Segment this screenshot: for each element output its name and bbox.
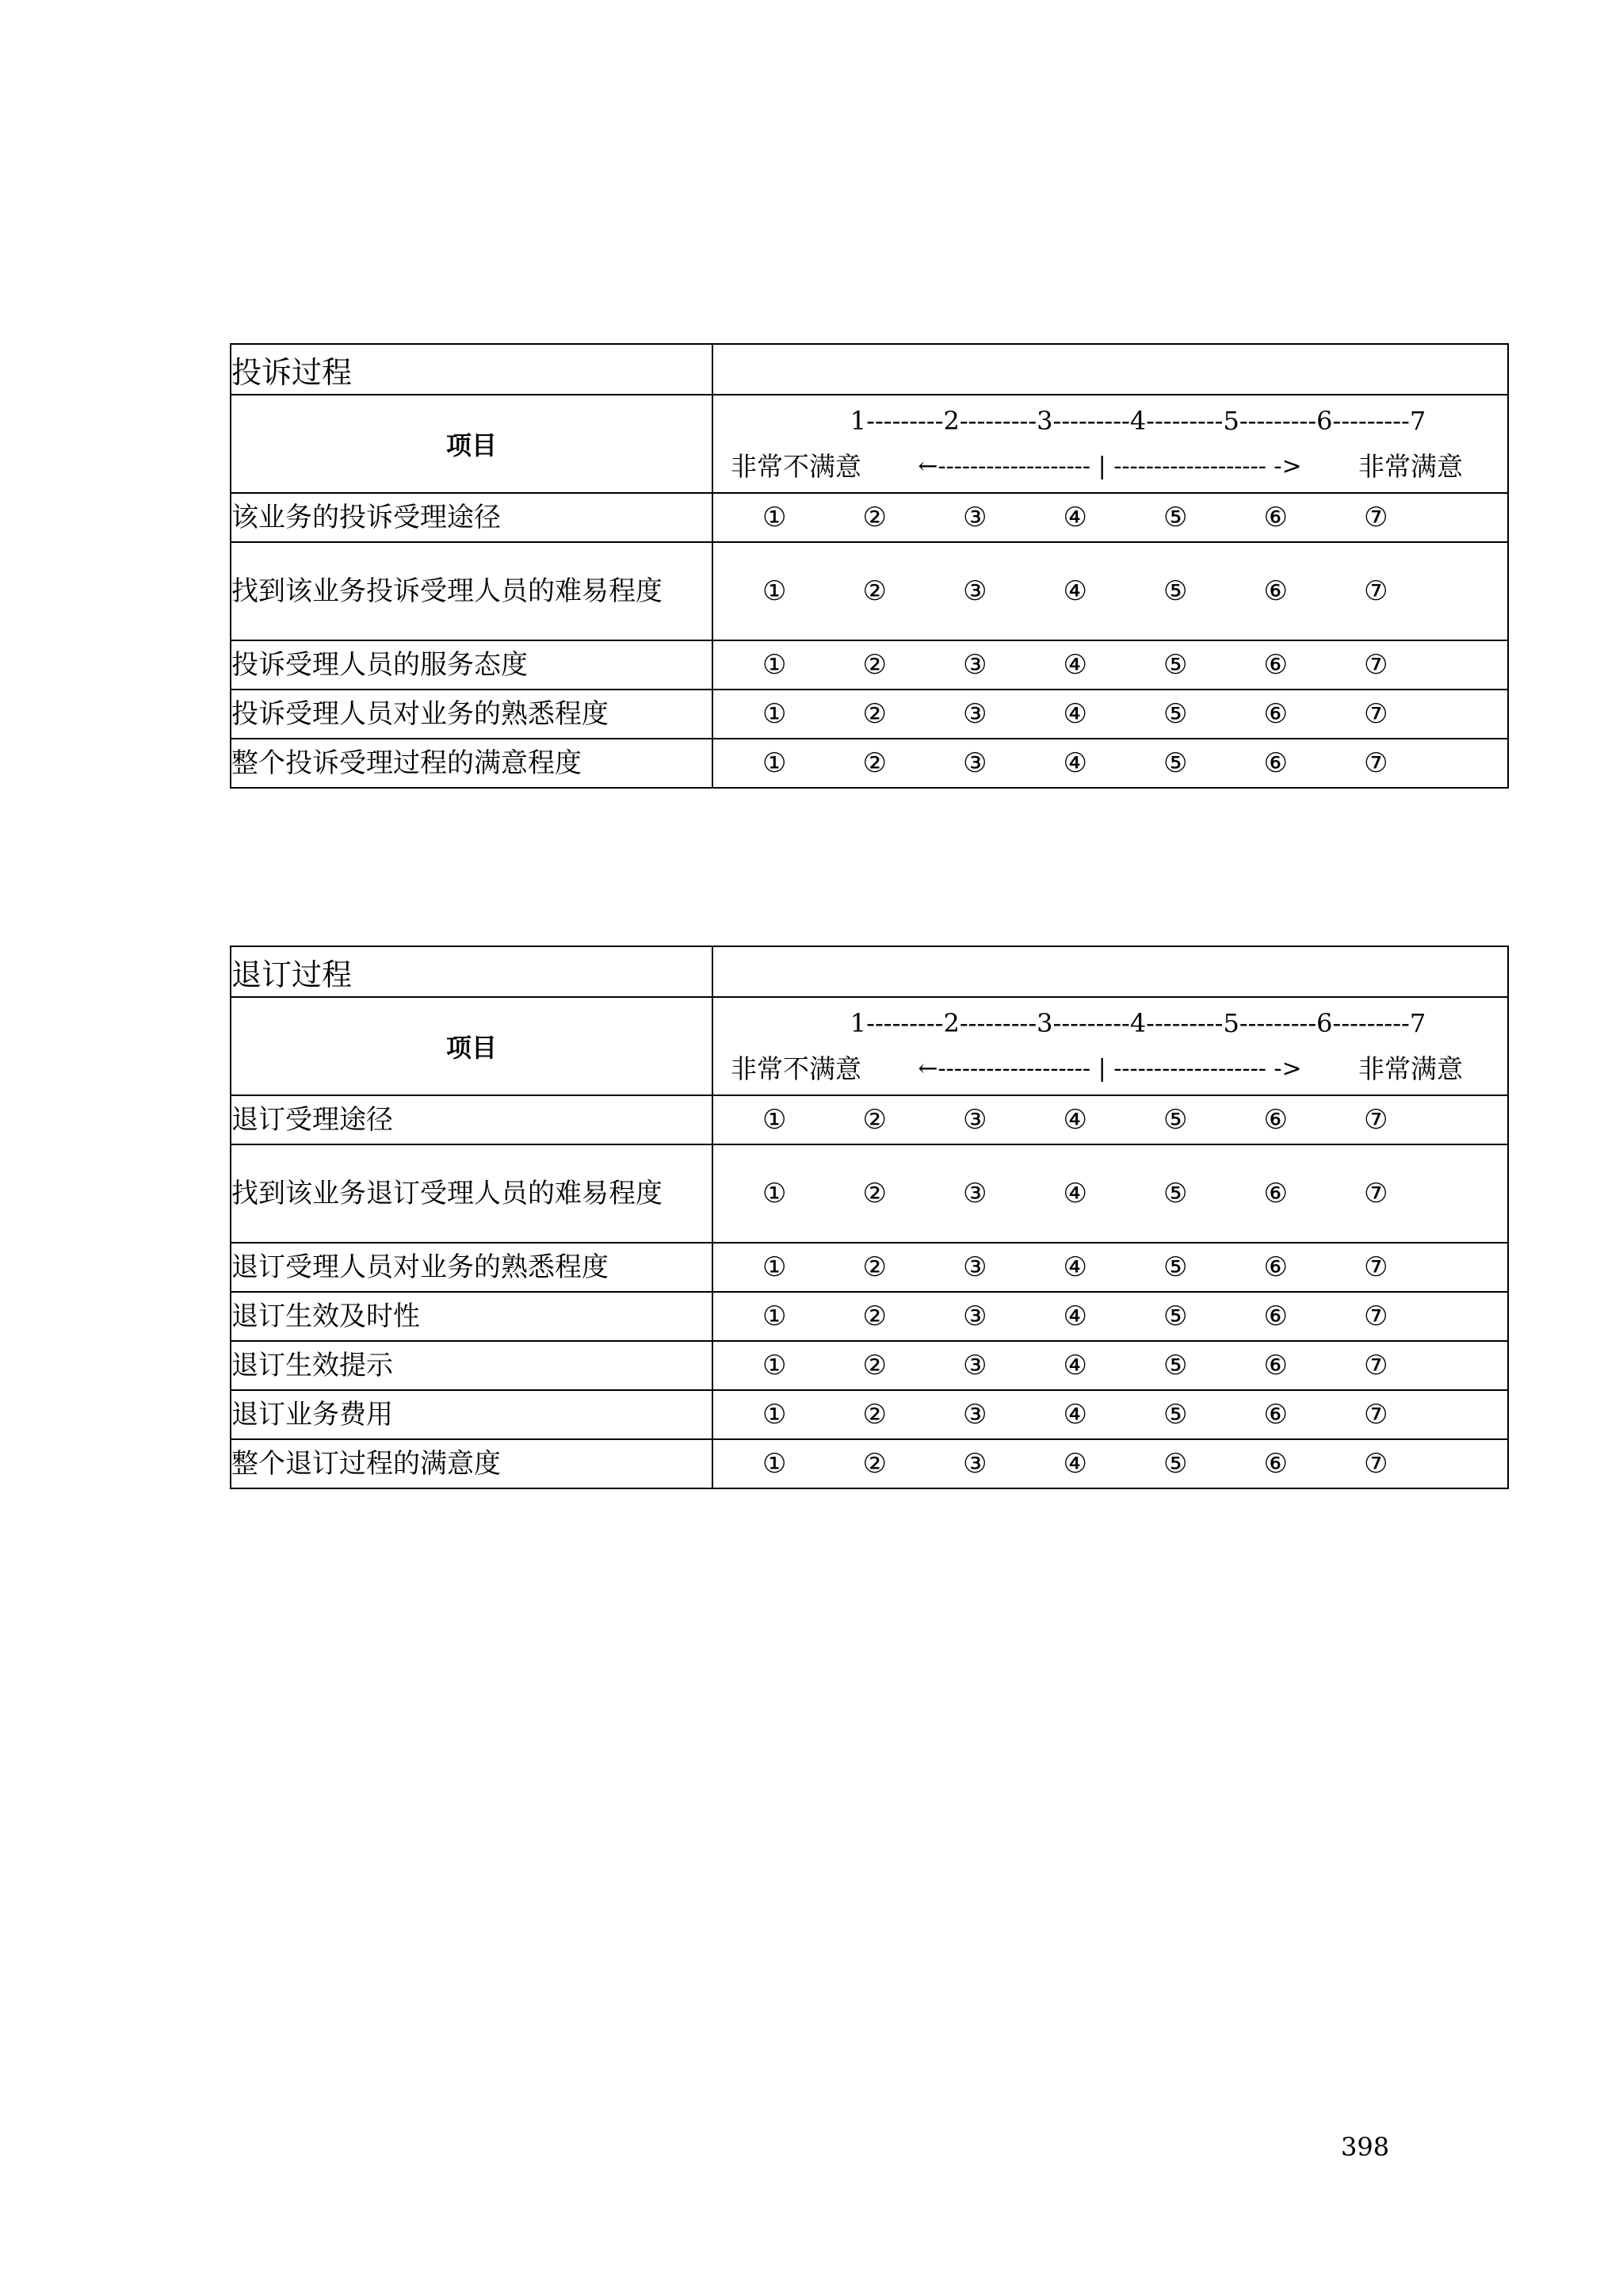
rating-options xyxy=(713,1448,1507,1480)
survey-row xyxy=(231,542,1508,640)
rating-option-3[interactable]: ③ xyxy=(963,575,987,607)
rating-option-1[interactable]: ① xyxy=(762,1104,787,1136)
survey-item-label: 退订生效及时性 xyxy=(231,1292,712,1341)
rating-options xyxy=(713,1350,1507,1381)
rating-options xyxy=(713,1104,1507,1136)
rating-option-5[interactable]: ⑤ xyxy=(1163,1178,1188,1209)
rating-option-4[interactable]: ④ xyxy=(1063,502,1087,533)
rating-option-5[interactable]: ⑤ xyxy=(1163,747,1188,779)
survey-row xyxy=(231,1095,1508,1144)
rating-option-6[interactable]: ⑥ xyxy=(1263,747,1288,779)
survey-item-label: 整个退订过程的满意度 xyxy=(231,1439,712,1488)
scale-arrow: ←------------------- | ------------------- -> xyxy=(918,453,1302,480)
rating-option-1[interactable]: ① xyxy=(762,1301,787,1332)
rating-option-4[interactable]: ④ xyxy=(1063,1301,1087,1332)
rating-options xyxy=(713,1301,1507,1332)
rating-option-4[interactable]: ④ xyxy=(1063,1448,1087,1480)
rating-option-3[interactable]: ③ xyxy=(963,1350,987,1381)
rating-option-5[interactable]: ⑤ xyxy=(1163,1399,1188,1431)
rating-option-2[interactable]: ② xyxy=(862,1350,887,1381)
scale-left-label: 非常不满意 xyxy=(731,1053,861,1084)
scale-right-label: 非常满意 xyxy=(1358,451,1463,482)
rating-options xyxy=(713,502,1507,533)
rating-option-2[interactable]: ② xyxy=(862,1104,887,1136)
rating-option-3[interactable]: ③ xyxy=(963,1448,987,1480)
rating-options-cell xyxy=(712,542,1508,640)
survey-row xyxy=(231,690,1508,739)
rating-option-7[interactable]: ⑦ xyxy=(1364,1448,1388,1480)
rating-option-4[interactable]: ④ xyxy=(1063,747,1087,779)
rating-option-5[interactable]: ⑤ xyxy=(1163,1301,1188,1332)
rating-option-2[interactable]: ② xyxy=(862,1178,887,1209)
survey-item-label: 退订受理途径 xyxy=(231,1095,712,1144)
rating-option-4[interactable]: ④ xyxy=(1063,649,1087,681)
rating-option-5[interactable]: ⑤ xyxy=(1163,1448,1188,1480)
survey-row xyxy=(231,1341,1508,1390)
rating-option-1[interactable]: ① xyxy=(762,1350,787,1381)
rating-option-4[interactable]: ④ xyxy=(1063,698,1087,730)
survey-row xyxy=(231,1390,1508,1439)
rating-options-cell xyxy=(712,493,1508,542)
rating-option-2[interactable]: ② xyxy=(862,698,887,730)
survey-item-label: 找到该业务退订受理人员的难易程度 xyxy=(231,1144,712,1243)
section-title-empty-cell xyxy=(712,946,1508,997)
rating-options-cell xyxy=(712,1144,1508,1243)
rating-option-3[interactable]: ③ xyxy=(963,649,987,681)
item-column-header: 项目 xyxy=(231,997,712,1095)
rating-option-1[interactable]: ① xyxy=(762,747,787,779)
rating-option-5[interactable]: ⑤ xyxy=(1163,1104,1188,1136)
scale-header xyxy=(712,997,1508,1095)
survey-item-label: 退订受理人员对业务的熟悉程度 xyxy=(231,1243,712,1292)
page-number: 398 xyxy=(1341,2132,1390,2162)
survey-row xyxy=(231,1243,1508,1292)
rating-option-4[interactable]: ④ xyxy=(1063,1104,1087,1136)
scale-left-label: 非常不满意 xyxy=(731,451,861,482)
scale-right-label: 非常满意 xyxy=(1358,1053,1463,1084)
rating-option-1[interactable]: ① xyxy=(762,649,787,681)
survey-item-label: 该业务的投诉受理途径 xyxy=(231,493,712,542)
rating-option-3[interactable]: ③ xyxy=(963,502,987,533)
rating-options xyxy=(713,1178,1507,1209)
rating-option-2[interactable]: ② xyxy=(862,575,887,607)
rating-options-cell xyxy=(712,739,1508,788)
rating-option-5[interactable]: ⑤ xyxy=(1163,649,1188,681)
item-column-header: 项目 xyxy=(231,395,712,493)
section-title: 退订过程 xyxy=(231,946,712,997)
section-title: 投诉过程 xyxy=(231,344,712,395)
rating-option-5[interactable]: ⑤ xyxy=(1163,575,1188,607)
rating-option-7[interactable]: ⑦ xyxy=(1364,502,1388,533)
survey-item-label: 退订业务费用 xyxy=(231,1390,712,1439)
rating-option-5[interactable]: ⑤ xyxy=(1163,502,1188,533)
survey-row xyxy=(231,1439,1508,1488)
survey-item-label: 投诉受理人员对业务的熟悉程度 xyxy=(231,690,712,739)
rating-options-cell xyxy=(712,1095,1508,1144)
unsubscribe-process-table xyxy=(230,946,1509,1489)
rating-option-6[interactable]: ⑥ xyxy=(1263,1104,1288,1136)
rating-option-7[interactable]: ⑦ xyxy=(1364,1350,1388,1381)
rating-option-5[interactable]: ⑤ xyxy=(1163,698,1188,730)
rating-option-6[interactable]: ⑥ xyxy=(1263,502,1288,533)
rating-option-1[interactable]: ① xyxy=(762,698,787,730)
rating-options xyxy=(713,649,1507,681)
rating-option-1[interactable]: ① xyxy=(762,1399,787,1431)
rating-options xyxy=(713,747,1507,779)
rating-options-cell xyxy=(712,690,1508,739)
rating-option-2[interactable]: ② xyxy=(862,1251,887,1283)
rating-option-6[interactable]: ⑥ xyxy=(1263,1178,1288,1209)
rating-option-4[interactable]: ④ xyxy=(1063,1178,1087,1209)
rating-option-2[interactable]: ② xyxy=(862,649,887,681)
survey-row xyxy=(231,1144,1508,1243)
rating-option-7[interactable]: ⑦ xyxy=(1364,1399,1388,1431)
rating-option-4[interactable]: ④ xyxy=(1063,575,1087,607)
rating-option-1[interactable]: ① xyxy=(762,575,787,607)
rating-option-3[interactable]: ③ xyxy=(963,1251,987,1283)
rating-option-5[interactable]: ⑤ xyxy=(1163,1251,1188,1283)
rating-options xyxy=(713,575,1507,607)
rating-option-6[interactable]: ⑥ xyxy=(1263,698,1288,730)
scale-arrow: ←------------------- | ------------------- -> xyxy=(918,1055,1302,1083)
rating-option-7[interactable]: ⑦ xyxy=(1364,1104,1388,1136)
survey-row xyxy=(231,493,1508,542)
rating-option-7[interactable]: ⑦ xyxy=(1364,698,1388,730)
rating-option-7[interactable]: ⑦ xyxy=(1364,575,1388,607)
rating-option-7[interactable]: ⑦ xyxy=(1364,747,1388,779)
rating-option-6[interactable]: ⑥ xyxy=(1263,575,1288,607)
rating-option-2[interactable]: ② xyxy=(862,747,887,779)
scale-labels xyxy=(713,444,1507,490)
rating-option-1[interactable]: ① xyxy=(762,1448,787,1480)
rating-option-6[interactable]: ⑥ xyxy=(1263,1301,1288,1332)
rating-option-2[interactable]: ② xyxy=(862,1399,887,1431)
rating-options-cell xyxy=(712,1390,1508,1439)
rating-option-2[interactable]: ② xyxy=(862,1448,887,1480)
rating-option-7[interactable]: ⑦ xyxy=(1364,1301,1388,1332)
survey-item-label: 退订生效提示 xyxy=(231,1341,712,1390)
rating-option-4[interactable]: ④ xyxy=(1063,1251,1087,1283)
rating-options xyxy=(713,698,1507,730)
rating-option-7[interactable]: ⑦ xyxy=(1364,1178,1388,1209)
rating-option-1[interactable]: ① xyxy=(762,1251,787,1283)
survey-row xyxy=(231,1292,1508,1341)
rating-option-6[interactable]: ⑥ xyxy=(1263,649,1288,681)
rating-option-5[interactable]: ⑤ xyxy=(1163,1350,1188,1381)
rating-option-3[interactable]: ③ xyxy=(963,698,987,730)
survey-item-label: 找到该业务投诉受理人员的难易程度 xyxy=(231,542,712,640)
rating-options-cell xyxy=(712,1439,1508,1488)
rating-option-6[interactable]: ⑥ xyxy=(1263,1448,1288,1480)
rating-option-1[interactable]: ① xyxy=(762,1178,787,1209)
rating-options-cell xyxy=(712,1341,1508,1390)
scale-numbers: 1---------2---------3---------4---------5---------6---------7 xyxy=(850,406,1426,436)
rating-option-3[interactable]: ③ xyxy=(963,747,987,779)
rating-option-7[interactable]: ⑦ xyxy=(1364,1251,1388,1283)
rating-option-6[interactable]: ⑥ xyxy=(1263,1350,1288,1381)
complaint-process-table xyxy=(230,343,1509,789)
rating-option-2[interactable]: ② xyxy=(862,1301,887,1332)
rating-option-3[interactable]: ③ xyxy=(963,1104,987,1136)
survey-item-label: 投诉受理人员的服务态度 xyxy=(231,640,712,690)
survey-row xyxy=(231,739,1508,788)
scale-labels xyxy=(713,1046,1507,1092)
rating-option-4[interactable]: ④ xyxy=(1063,1350,1087,1381)
rating-options xyxy=(713,1251,1507,1283)
rating-option-2[interactable]: ② xyxy=(862,502,887,533)
rating-options-cell xyxy=(712,640,1508,690)
rating-options-cell xyxy=(712,1292,1508,1341)
rating-options xyxy=(713,1399,1507,1431)
rating-option-3[interactable]: ③ xyxy=(963,1301,987,1332)
rating-option-1[interactable]: ① xyxy=(762,502,787,533)
rating-options-cell xyxy=(712,1243,1508,1292)
rating-option-6[interactable]: ⑥ xyxy=(1263,1251,1288,1283)
rating-option-7[interactable]: ⑦ xyxy=(1364,649,1388,681)
section-title-empty-cell xyxy=(712,344,1508,395)
rating-option-6[interactable]: ⑥ xyxy=(1263,1399,1288,1431)
scale-numbers: 1---------2---------3---------4---------5---------6---------7 xyxy=(850,1008,1426,1038)
survey-item-label: 整个投诉受理过程的满意程度 xyxy=(231,739,712,788)
scale-header xyxy=(712,395,1508,493)
rating-option-4[interactable]: ④ xyxy=(1063,1399,1087,1431)
survey-row xyxy=(231,640,1508,690)
rating-option-3[interactable]: ③ xyxy=(963,1399,987,1431)
rating-option-3[interactable]: ③ xyxy=(963,1178,987,1209)
